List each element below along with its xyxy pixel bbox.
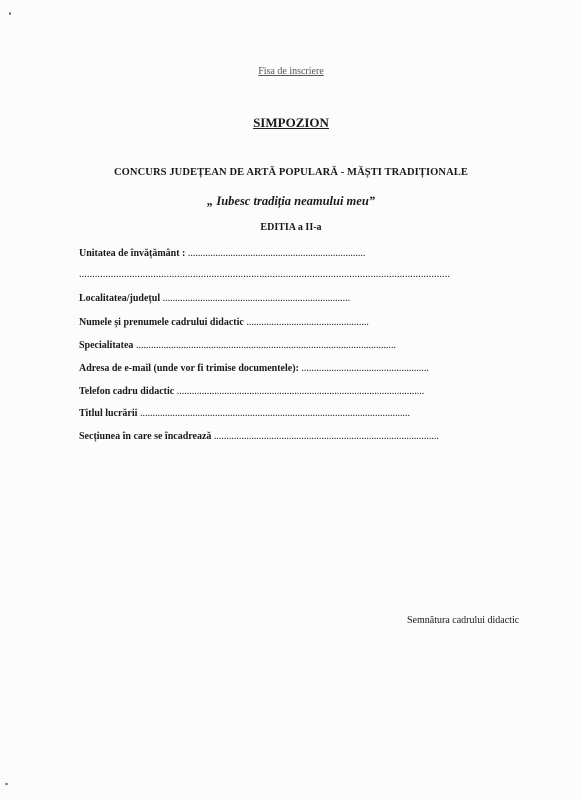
form-field-section[interactable]	[79, 431, 439, 443]
field-label-work-title: Titlul lucrării	[79, 408, 138, 419]
contest-subtitle: CONCURS JUDEȚEAN DE ARTĂ POPULARĂ - MĂȘTI TRADIȚIONALE	[113, 167, 468, 178]
field-label-section: Secțiunea în care se încadrează	[79, 431, 212, 442]
field-dots-email: ...................................................	[301, 363, 429, 374]
scan-speck	[9, 12, 11, 15]
field-label-teacher-name: Numele și prenumele cadrului didactic	[79, 317, 244, 328]
field-dots-phone: ...................................................................................................	[176, 386, 425, 397]
field-dots-section: ..........................................................................................	[213, 431, 439, 442]
contest-motto: „ Iubesc tradiția neamului meu”	[206, 194, 376, 208]
field-label-school: Unitatea de învățământ :	[79, 248, 186, 259]
form-field-email[interactable]	[79, 363, 429, 375]
field-label-specialty: Specialitatea	[79, 340, 134, 351]
form-field-work-title[interactable]	[79, 408, 410, 420]
field-dots-teacher-name: .................................................	[246, 317, 369, 328]
field-dots-locality: ...........................................................................	[162, 293, 351, 304]
field-label-locality: Localitatea/județul	[79, 293, 161, 304]
form-field-school-continuation[interactable]	[79, 269, 450, 281]
signature-label: Semnătura cadrului didactic	[407, 615, 520, 626]
form-field-teacher-name[interactable]	[79, 317, 369, 329]
form-field-specialty[interactable]	[79, 340, 396, 352]
field-dots-work-title: ............................................................................................................	[139, 408, 410, 419]
form-field-locality[interactable]	[79, 293, 350, 305]
edition-label: EDITIA a II-a	[260, 222, 322, 233]
form-field-school[interactable]	[79, 248, 365, 260]
field-dots-school: .......................................................................	[187, 248, 366, 259]
field-dots-school-continuation: ............................................................................................................................................	[79, 269, 450, 280]
field-dots-specialty: ........................................................................................................	[135, 340, 396, 351]
page-title: SIMPOZION	[253, 115, 329, 130]
field-label-email: Adresa de e-mail (unde vor fi trimise documentele):	[79, 363, 299, 374]
scan-speck	[5, 783, 8, 785]
field-label-phone: Telefon cadru didactic	[79, 386, 175, 397]
form-field-phone[interactable]	[79, 386, 424, 398]
form-type-heading: Fisa de inscriere	[258, 66, 324, 77]
